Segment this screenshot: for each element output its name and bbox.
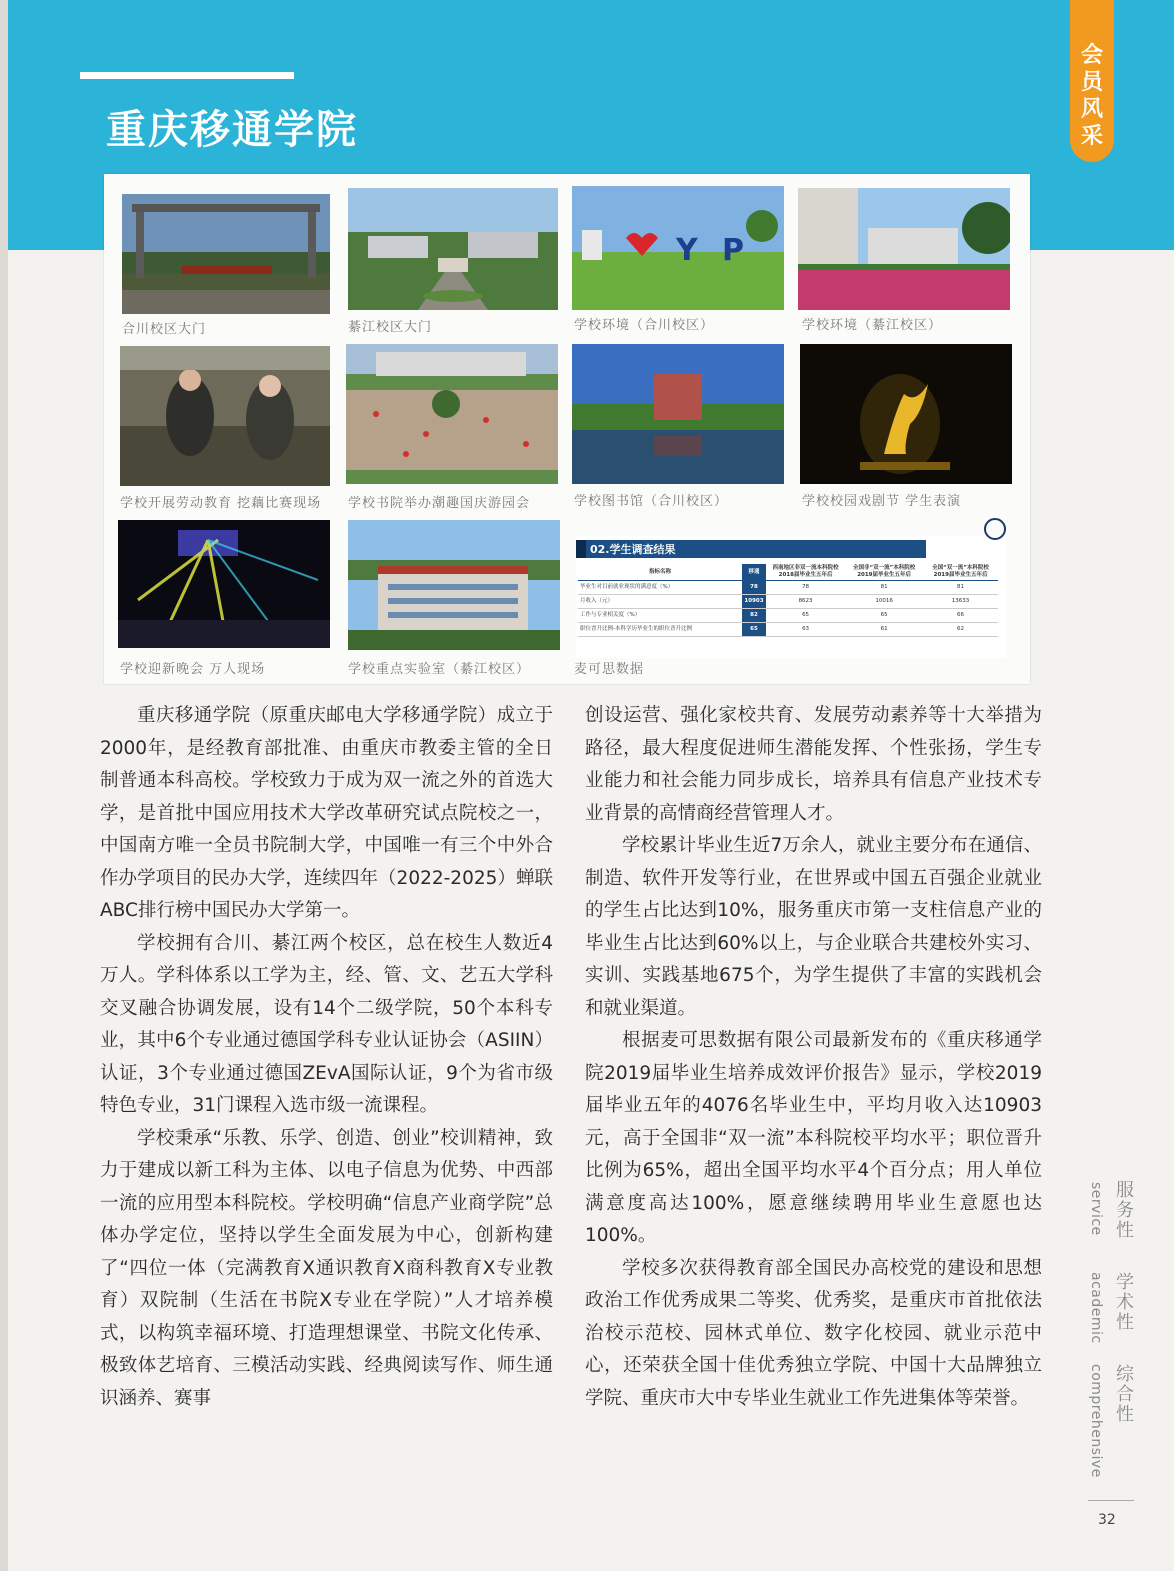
table-cell: 63 <box>766 623 845 637</box>
caption-9: 学校迎新晚会 万人现场 <box>120 662 266 677</box>
table-cell: 职位晋升比例-本科学历毕业生的职位晋升比例 <box>578 623 742 637</box>
article-paragraph: 学校秉承“乐教、乐学、创造、创业”校训精神，致力于建成以新工科为主体、以电子信息为优势、中西部一流的应用型本科院校。学校明确“信息产业商学院”总体办学定位，坚持以学生全面发展为中心，创新构建了“四位一体（完满教育X通识教育X商科教育X专业教育）双院制（生活在书院X专业在学院）”人才培养模式，以构筑幸福环境、打造理想课堂、书院文化传承、极致体艺培育、三模活动实践、经典阅读写作、师生通识涵养、赛事 <box>100 1127 553 1409</box>
table-cell: 10903 <box>742 595 766 609</box>
table-cell: 81 <box>923 581 998 595</box>
caption-7: 学校图书馆（合川校区） <box>574 494 729 509</box>
caption-3: 学校环境（合川校区） <box>574 318 715 333</box>
article-paragraph: 学校累计毕业生近7万余人，就业主要分布在通信、制造、软件开发等行业，在世界或中国五百强企业就业的学生占比达到10%，服务重庆市第一支柱信息产业的毕业生占比达到60%以上，与企业联合共建校外实习、实训、实践基地675个，为学生提供了丰富的实践机会和就业渠道。 <box>585 835 1042 1019</box>
survey-col-header: 移通 <box>742 564 766 581</box>
school-seal-icon <box>984 518 1006 540</box>
keyword-comprehensive-cn: 综合性 <box>1113 1364 1134 1424</box>
table-cell: 8623 <box>766 595 845 609</box>
page-edge <box>0 0 8 1571</box>
table-cell: 工作与专业相关度（%） <box>578 609 742 623</box>
table-cell: 78 <box>766 581 845 595</box>
table-row <box>578 609 998 623</box>
survey-header-accent <box>576 540 586 558</box>
caption-1: 合川校区大门 <box>122 322 207 337</box>
survey-col-header: 西南地区非双一流本科院校 2018届毕业生五年后 <box>766 564 845 581</box>
table-cell: 65 <box>766 609 845 623</box>
article-column-right <box>585 700 1042 1415</box>
photo-theatre-festival <box>800 344 1012 484</box>
caption-5: 学校开展劳动教育 挖藕比赛现场 <box>120 496 322 511</box>
survey-col-header: 全国非“双一流”本科院校 2019届毕业生五年后 <box>845 564 923 581</box>
svg-text:P: P <box>722 233 744 268</box>
survey-results-table <box>576 536 1006 658</box>
keyword-service-cn: 服务性 <box>1113 1180 1134 1240</box>
caption-4: 学校环境（綦江校区） <box>802 318 943 333</box>
table-cell: 毕业生对目前就业现状的满意度（%） <box>578 581 742 595</box>
keyword-service-en: service <box>1088 1182 1104 1236</box>
table-cell: 65 <box>845 609 923 623</box>
photo-hechuan-gate <box>122 194 330 314</box>
keyword-academic-en: academic <box>1088 1272 1104 1344</box>
photo-labor-education <box>120 346 330 486</box>
page-title: 重庆移通学院 <box>106 107 358 153</box>
side-keywords <box>1084 1180 1144 1500</box>
article-paragraph: 重庆移通学院（原重庆邮电大学移通学院）成立于2000年，是经教育部批准、由重庆市教委主管的全日制普通本科高校。学校致力于成为双一流之外的首选大学，是首批中国应用技术大学改革研究试点院校之一，中国南方唯一全员书院制大学，中国唯一有三个中外合作办学项目的民办大学，连续四年（2022-2025）蝉联ABC排行榜中国民办大学第一。 <box>100 705 553 921</box>
article-paragraph: 创设运营、强化家校共育、发展劳动素养等十大举措为路径，最大程度促进师生潜能发挥、个性张扬，学生专业能力和社会能力同步成长，培养具有信息产业技术专业背景的高情商经营管理人才。 <box>585 705 1042 824</box>
section-tag <box>1070 0 1114 162</box>
table-cell: 82 <box>742 609 766 623</box>
table-cell: 81 <box>845 581 923 595</box>
page-number: 32 <box>1098 1512 1116 1528</box>
table-cell: 62 <box>923 623 998 637</box>
survey-col-header: 全国“双一流”本科院校 2019届毕业生五年后 <box>923 564 998 581</box>
caption-2: 綦江校区大门 <box>348 320 433 335</box>
caption-6: 学校书院举办潮趣国庆游园会 <box>348 496 531 511</box>
photo-national-day-fair <box>346 344 558 484</box>
article-paragraph: 学校多次获得教育部全国民办高校党的建设和思想政治工作优秀成果二等奖、优秀奖，是重庆市首批依法治校示范校、园林式单位、数字化校园、就业示范中心，还荣获全国十佳优秀独立学院、中国十大品牌独立学院、重庆市大中专毕业生就业工作先进集体等荣誉。 <box>585 1257 1042 1409</box>
table-cell: 65 <box>742 623 766 637</box>
table-cell: 月收入（元） <box>578 595 742 609</box>
photo-qijiang-campus <box>798 188 1010 310</box>
article-paragraph: 学校拥有合川、綦江两个校区，总在校生人数近4万人。学科体系以工学为主，经、管、文、艺五大学科交叉融合协调发展，设有14个二级学院，50个本科专业，其中6个专业通过德国学科专业认证协会（ASIIN）认证，3个专业通过德国ZEvA国际认证，9个为省市级特色专业，31门课程入选市级一流课程。 <box>100 932 553 1116</box>
photo-welcome-gala <box>118 520 330 648</box>
svg-text:Y: Y <box>676 233 698 268</box>
caption-11: 麦可思数据 <box>574 662 645 677</box>
survey-title: 02.学生调查结果 <box>590 543 676 556</box>
table-row <box>578 595 998 609</box>
photo-library <box>572 344 784 484</box>
table-cell: 66 <box>923 609 998 623</box>
keyword-comprehensive-en: comprehensive <box>1088 1364 1104 1478</box>
photo-key-laboratory <box>348 520 560 650</box>
survey-table <box>578 564 998 637</box>
article-column-left <box>100 700 553 1415</box>
page-number-rule <box>1088 1500 1134 1501</box>
survey-col-header: 指标名称 <box>578 564 742 581</box>
table-row <box>578 581 998 595</box>
photo-qijiang-gate <box>348 188 558 310</box>
table-cell: 13633 <box>923 595 998 609</box>
keyword-academic-cn: 学术性 <box>1113 1272 1134 1332</box>
table-row <box>578 623 998 637</box>
table-cell: 10016 <box>845 595 923 609</box>
table-cell: 61 <box>845 623 923 637</box>
caption-10: 学校重点实验室（綦江校区） <box>348 662 531 677</box>
title-rule <box>80 72 294 79</box>
caption-8: 学校校园戏剧节 学生表演 <box>802 494 962 509</box>
section-tag-label: 会员风采 <box>1080 43 1103 149</box>
article-paragraph: 根据麦可思数据有限公司最新发布的《重庆移通学院2019届毕业生培养成效评价报告》显示，学校2019届毕业五年的4076名毕业生中，平均月收入达10903元，高于全国非“双一流”本科院校平均水平；职位晋升比例为65%，超出全国平均水平4个百分点；用人单位满意度高达100%，愿意继续聘用毕业生意愿也达100%。 <box>585 1030 1042 1246</box>
photo-hechuan-campus <box>572 186 784 310</box>
table-cell: 78 <box>742 581 766 595</box>
